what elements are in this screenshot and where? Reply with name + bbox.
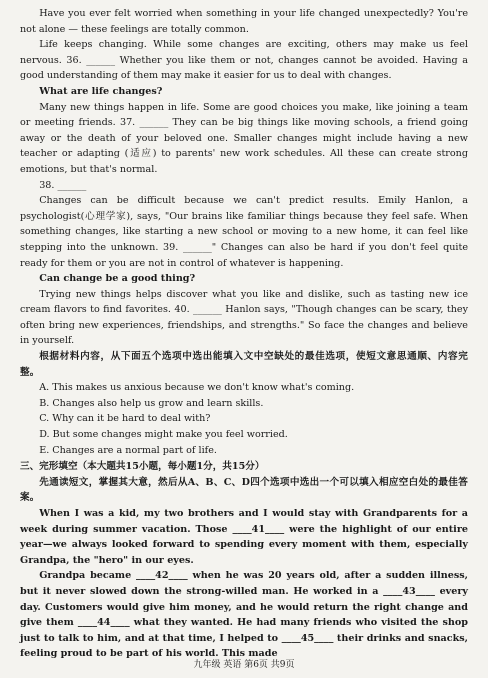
passage1-heading-2: Can change be a good thing? <box>39 273 196 285</box>
passage1-paragraph-2: Life keeps changing. While some changes are exciting, others may make us feel nervous. 36. ______ Whether you like them or not, changes cannot be avoided. Having a good understanding of them may make it easier for us to deal with changes. <box>20 39 468 82</box>
passage1-heading-1: What are life changes? <box>39 85 163 97</box>
passage1-paragraph-3: Many new things happen in life. Some are good choices you make, like joining a team or meeting friends. 37. ______ They can be big things like moving schools, a friend going away or the death of your beloved one. Smaller changes might include having a new teacher or adapting (适应) to parents' new work schedules. All these can create strong emotions, but that's normal. <box>20 101 468 175</box>
passage1-paragraph-6: Trying new things helps discover what you like and dislike, such as tasting new ice cream flavors to find favorites. 40. ______ Hanlon says, "Though changes can be scary, they often bring new experiences, friendships, and strengths." So face the changes and believe in yourself. <box>20 288 468 347</box>
cloze-paragraph-1: When I was a kid, my two brothers and I would stay with Grandparents for a week during summer vacation. Those ____41____ were the highlight of our entire year—we always looked forward to spending every moment with them, especially Grandpa, the "hero" in our eyes. <box>20 508 468 566</box>
section3-instruction: 先通读短文，掌握其大意，然后从A、B、C、D四个选项中选出一个可以填入相应空白处的最佳答案。 <box>20 476 468 504</box>
page-footer: 九年级 英语 第6页 共9页 <box>193 660 295 671</box>
section3-title: 三、完形填空（本大题共15小题，每小题1分，共15分） <box>20 461 265 473</box>
passage1-blank-38: 38. ______ <box>39 179 87 191</box>
cloze-paragraph-2: Grandpa became ____42____ when he was 20 years old, after a sudden illness, but it never slowed down the strong-willed man. He worked in a ____43____ every day. Customers would give him money, and he would return the right change and give them ____44____ what they wanted. He had many friends who visited the shop just to talk to him, and at that time, I helped to ____45____ their drinks and snacks, feeling proud to be part of his world. This made <box>20 570 468 660</box>
passage1-paragraph-5: Changes can be difficult because we can't predict results. Emily Hanlon, a psychologist(心理学家), says, "Our brains like familiar things because they feel safe. When something changes, like starting a new school or moving to a new home, it can feel like stepping into the unknown. 39. ______" Changes can also be hard if you don't feel quite ready for them or you are not in control of whatever is happening. <box>20 195 468 269</box>
option-e: E. Changes are a normal part of life. <box>39 444 217 456</box>
passage1-paragraph-1: Have you ever felt worried when something in your life changed unexpectedly? You're not alone — these feelings are totally common. <box>20 8 468 35</box>
option-b: B. Changes also help us grow and learn skills. <box>39 397 264 409</box>
option-c: C. Why can it be hard to deal with? <box>39 413 211 425</box>
passage1-instruction: 根据材料内容，从下面五个选项中选出能填入文中空缺处的最佳选项，使短文意思通顺、内容完整。 <box>20 351 468 378</box>
option-a: A. This makes us anxious because we don't know what's coming. <box>39 382 355 394</box>
option-d: D. But some changes might make you feel worried. <box>39 429 288 441</box>
